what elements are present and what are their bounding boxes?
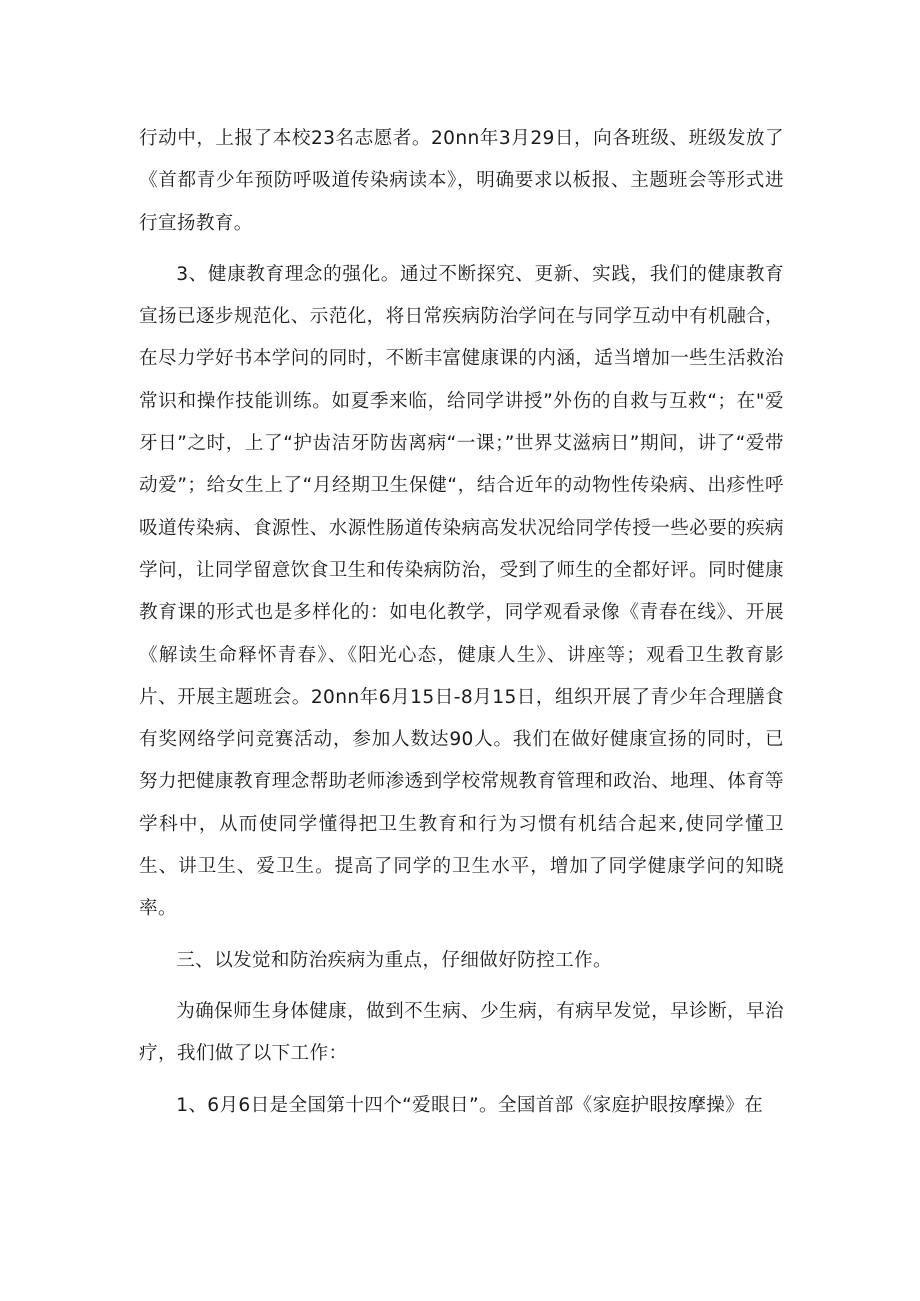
paragraph-health-education-concept: 3、健康教育理念的强化。通过不断探究、更新、实践，我们的健康教育宣扬已逐步规范化、示范化，将日常疾病防治学问在与同学互动中有机融合，在尽力学好书本学问的同时，不断丰富健康课的内涵，适当增加一些生活救治常识和操作技能训练。如夏季来临，给同学讲授”外伤的自救与互救“；在"爱牙日”之时，上了“护齿洁牙防齿离病“一课；”世界艾滋病日”期间，讲了“爱带动爱”；给女生上了“月经期卫生保健“，结合近年的动物性传染病、出疹性呼吸道传染病、食源性、水源性肠道传染病高发状况给同学传授一些必要的疾病学问，让同学留意饮食卫生和传染病防治，受到了师生的全都好评。同时健康教育课的形式也是多样化的：如电化教学，同学观看录像《青春在线》、开展《解读生命释怀青春》、《阳光心态，健康人生》、讲座等；观看卫生教育影片、开展主题班会。20nn年6月15日-8月15日，组织开展了青少年合理膳食有奖网络学问竞赛活动，参加人数达90人。我们在做好健康宣扬的同时，已努力把健康教育理念帮助老师渗透到学校常规教育管理和政治、地理、体育等学科中，从而使同学懂得把卫生教育和行为习惯有机结合起来,使同学懂卫生、讲卫生、爱卫生。提高了同学的卫生水平，增加了同学健康学问的知晓率。	[139, 263, 784, 920]
document-body	[139, 118, 784, 1127]
paragraph-prevention-intro: 为确保师生身体健康，做到不生病、少生病，有病早发觉，早诊断，早治疗，我们做了以下工作：	[139, 1000, 784, 1065]
paragraph-eye-care-day: 1、6月6日是全国第十四个“爱眼日”。全国首部《家庭护眼按摩操》在	[176, 1094, 764, 1116]
paragraph-continuation: 行动中，上报了本校23名志愿者。20nn年3月29日，向各班级、班级发放了《首都青少年预防呼吸道传染病读本》，明确要求以板报、主题班会等形式进行宣扬教育。	[139, 128, 784, 234]
section-heading-disease-prevention: 三、以发觉和防治疾病为重点，仔细做好防控工作。	[176, 949, 612, 971]
